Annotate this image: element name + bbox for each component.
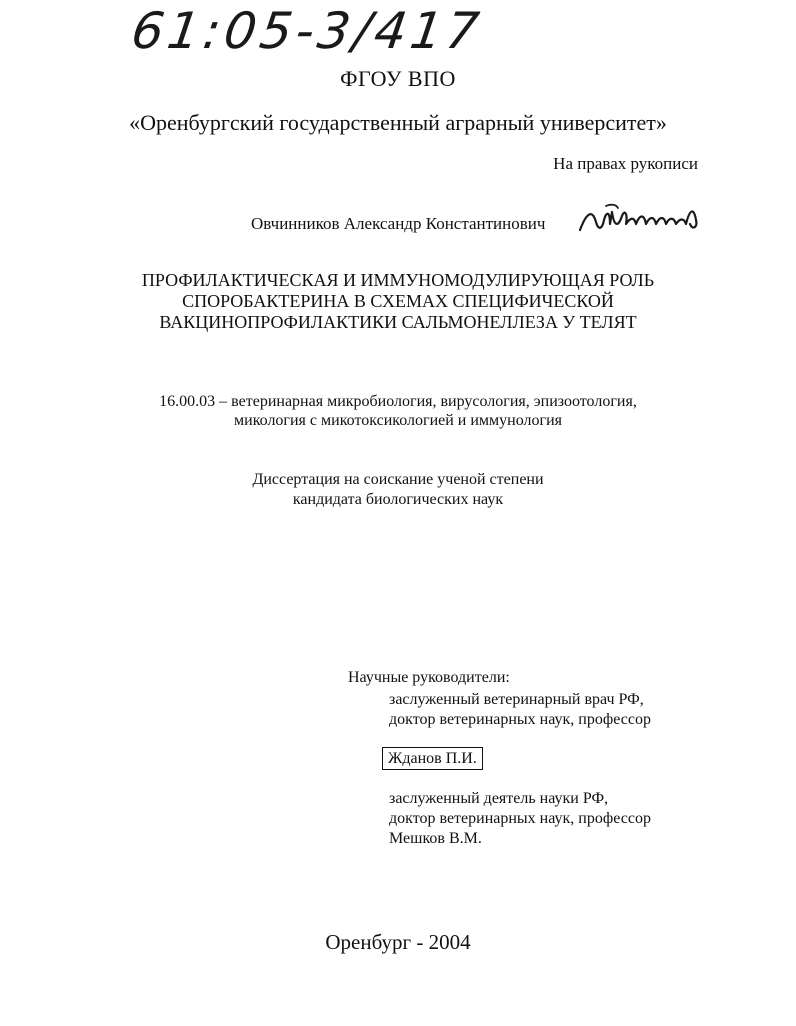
manuscript-rights-note: На правах рукописи [553,154,698,173]
supervisor-2-degree: доктор ветеринарных наук, профессор [389,810,651,827]
supervisors-heading: Научные руководители: [348,669,510,686]
handwritten-archive-code: 61:05-3/417 [127,2,487,60]
author-signature [576,200,704,238]
dissertation-title-line: ПРОФИЛАКТИЧЕСКАЯ И ИММУНОМОДУЛИРУЮЩАЯ РОЛЬ [141,270,655,290]
supervisor-2-title: заслуженный деятель науки РФ, [389,790,609,807]
dissertation-title-line: ВАКЦИНОПРОФИЛАКТИКИ САЛЬМОНЕЛЛЕЗА У ТЕЛЯТ [159,312,637,332]
organization-type: ФГОУ ВПО [340,66,456,91]
specialty-line: микология с микотоксикологией и иммунология [234,412,562,429]
supervisor-2-name: Мешков В.М. [389,830,482,847]
supervisor-1-title: заслуженный ветеринарный врач РФ, [389,691,644,708]
degree-line: кандидата биологических наук [292,491,504,508]
dissertation-title-line: СПОРОБАКТЕРИНА В СХЕМАХ СПЕЦИФИЧЕСКОЙ [182,291,614,311]
author-name: Овчинников Александр Константинович [251,214,546,233]
university-name: «Оренбургский государственный аграрный университет» [129,110,667,135]
specialty-line: 16.00.03 – ветеринарная микробиология, вирусология, эпизоотология, [159,393,637,410]
city-year: Оренбург - 2004 [325,930,471,954]
supervisor-1-degree: доктор ветеринарных наук, профессор [389,711,651,728]
supervisor-1-name-box: Жданов П.И. [382,747,483,770]
degree-line: Диссертация на соискание ученой степени [252,471,544,488]
